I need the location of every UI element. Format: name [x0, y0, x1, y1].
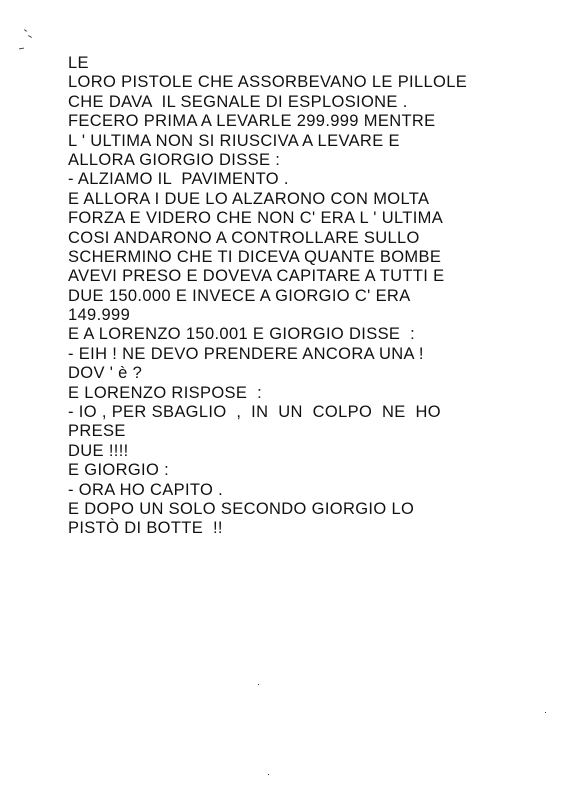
text-line: CHE DAVA IL SEGNALE DI ESPLOSIONE . — [68, 92, 408, 111]
text-line: AVEVI PRESO E DOVEVA CAPITARE A TUTTI E — [68, 267, 445, 286]
text-line: E DOPO UN SOLO SECONDO GIORGIO LO — [68, 499, 415, 518]
text-line: 149.999 — [68, 306, 131, 325]
scan-speck — [258, 684, 259, 685]
scan-speck — [268, 774, 269, 775]
text-line: DUE 150.000 E INVECE A GIORGIO C' ERA — [68, 286, 411, 305]
text-line: SCHERMINO CHE TI DICEVA QUANTE BOMBE — [68, 247, 442, 266]
text-line: - ALZIAMO IL PAVIMENTO . — [68, 170, 289, 189]
text-line: - ORA HO CAPITO . — [68, 480, 224, 499]
scan-speck — [24, 29, 27, 32]
text-line: E GIORGIO : — [68, 461, 170, 480]
text-line: COSI ANDARONO A CONTROLLARE SULLO — [68, 228, 420, 247]
text-line: - IO , PER SBAGLIO , IN UN COLPO NE HO — [68, 403, 441, 422]
text-line: LORO PISTOLE CHE ASSORBEVANO LE PILLOLE — [68, 73, 468, 92]
text-line: DOV ' è ? — [68, 364, 143, 383]
text-line: FECERO PRIMA A LEVARLE 299.999 MENTRE — [68, 112, 436, 131]
scan-speck — [19, 48, 24, 50]
text-line: E LORENZO RISPOSE : — [68, 383, 263, 402]
text-line: E ALLORA I DUE LO ALZARONO CON MOLTA — [68, 189, 430, 208]
text-line: DUE !!!! — [68, 441, 129, 460]
text-line: - EIH ! NE DEVO PRENDERE ANCORA UNA ! — [68, 344, 424, 363]
text-line: FORZA E VIDERO CHE NON C' ERA L ' ULTIMA — [68, 209, 444, 228]
text-line: E A LORENZO 150.001 E GIORGIO DISSE : — [68, 325, 416, 344]
story-text — [68, 54, 548, 539]
scan-speck — [545, 712, 546, 713]
text-line: PRESE — [68, 422, 126, 441]
text-line: PISTÒ DI BOTTE !! — [68, 519, 223, 538]
text-line: LE — [68, 54, 89, 72]
text-line: ALLORA GIORGIO DISSE : — [68, 150, 281, 169]
text-line: L ' ULTIMA NON SI RIUSCIVA A LEVARE E — [68, 131, 400, 150]
scan-speck — [28, 35, 32, 38]
